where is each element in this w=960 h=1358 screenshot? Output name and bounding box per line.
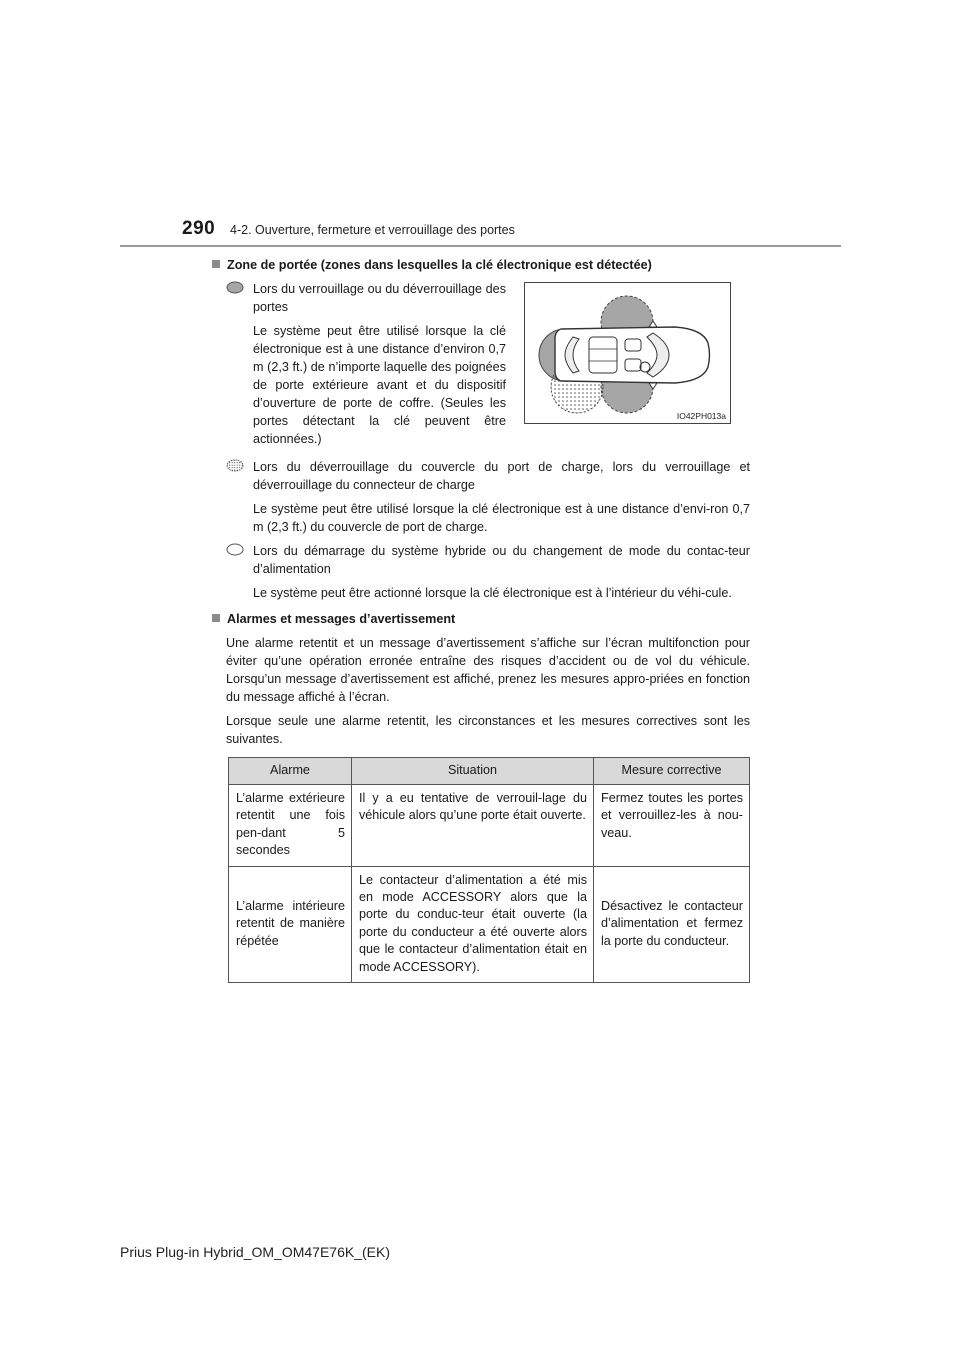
column-header-alarme: Alarme xyxy=(229,758,352,785)
car-body xyxy=(555,327,710,383)
range-heading-text: Zone de portée (zones dans lesquelles la clé électronique est détectée) xyxy=(227,258,652,272)
range-heading xyxy=(210,256,750,274)
zone-item-charge-port xyxy=(210,458,750,536)
zone-item-doors xyxy=(210,280,506,448)
square-bullet-icon xyxy=(212,614,220,622)
key-range-diagram xyxy=(524,282,731,424)
alarms-paragraph: Une alarme retentit et un message d’avertissement s’affiche sur l’écran multifonction pour éviter qu’une opération erronée entraîne des risques d’accident ou de vol du véhicule. Lorsqu’un message d’avertissement est affiché, prenez les mesures appro-priées en fonction du message affiché à l’écran. xyxy=(226,636,750,704)
page-number: 290 xyxy=(182,218,216,239)
zone-title: Lors du déverrouillage du couvercle du port de charge, lors du verrouillage et déverrouillage du connecteur de charge xyxy=(253,460,750,492)
table-cell: Fermez toutes les portes et verrouillez-les à nou-veau. xyxy=(594,785,750,867)
footer-text: Prius Plug-in Hybrid_OM_OM47E76K_(EK) xyxy=(120,1244,390,1260)
diagram-code: IO42PH013a xyxy=(676,411,726,421)
alarms-heading xyxy=(210,610,750,628)
zone-title: Lors du démarrage du système hybride ou du changement de mode du contac-teur d’alimentation xyxy=(253,544,750,576)
interior-zone-icon xyxy=(226,543,244,556)
square-bullet-icon xyxy=(212,260,220,268)
table-cell: Désactivez le contacteur d’alimentation et fermez la porte du conducteur. xyxy=(594,866,750,982)
table-header-row xyxy=(229,758,750,785)
table-cell: L’alarme extérieure retentit une fois pen-dant 5 secondes xyxy=(229,785,352,867)
zone-title: Lors du verrouillage ou du déverrouillage des portes xyxy=(253,282,506,314)
zone-description: Le système peut être actionné lorsque la clé électronique est à l’intérieur du véhi-cule. xyxy=(253,586,732,600)
table-cell: Il y a eu tentative de verrouil-lage du véhicule alors qu’une porte était ouverte. xyxy=(352,785,594,867)
dotted-zone-icon xyxy=(226,459,244,472)
alarms-heading-text: Alarmes et messages d’avertissement xyxy=(227,612,456,626)
table-row xyxy=(229,785,750,867)
car-top-view-illustration xyxy=(525,283,730,423)
column-header-situation: Situation xyxy=(352,758,594,785)
table-row xyxy=(229,866,750,982)
header-divider xyxy=(120,245,841,247)
zone-description: Le système peut être utilisé lorsque la clé électronique est à une distance d’environ 0,7 m (2,3 ft.) de n’importe laquelle des poignées de porte extérieure avant et du dispositif d’ouverture de porte de coffre. (Seules les portes détectant la clé peuvent être actionnées.) xyxy=(253,324,506,446)
table-cell: Le contacteur d’alimentation a été mis en mode ACCESSORY alors que la porte du conduc-teur était ouverte (la porte du conducteur a été ouverte alors que le contacteur d’alimentation était en mode ACCESSORY). xyxy=(352,866,594,982)
table-cell: L’alarme intérieure retentit de manière répétée xyxy=(229,866,352,982)
alarm-table xyxy=(228,757,750,983)
zone-item-interior xyxy=(210,542,750,602)
zone-description: Le système peut être utilisé lorsque la clé électronique est à une distance d’envi-ron 0,7 m (2,3 ft.) du couvercle de port de charge. xyxy=(253,502,750,534)
column-header-mesure: Mesure corrective xyxy=(594,758,750,785)
section-title: 4-2. Ouverture, fermeture et verrouillage des portes xyxy=(230,223,515,237)
solid-zone-icon xyxy=(226,281,244,294)
alarms-paragraph: Lorsque seule une alarme retentit, les circonstances et les mesures correctives sont les suivantes. xyxy=(226,714,750,746)
